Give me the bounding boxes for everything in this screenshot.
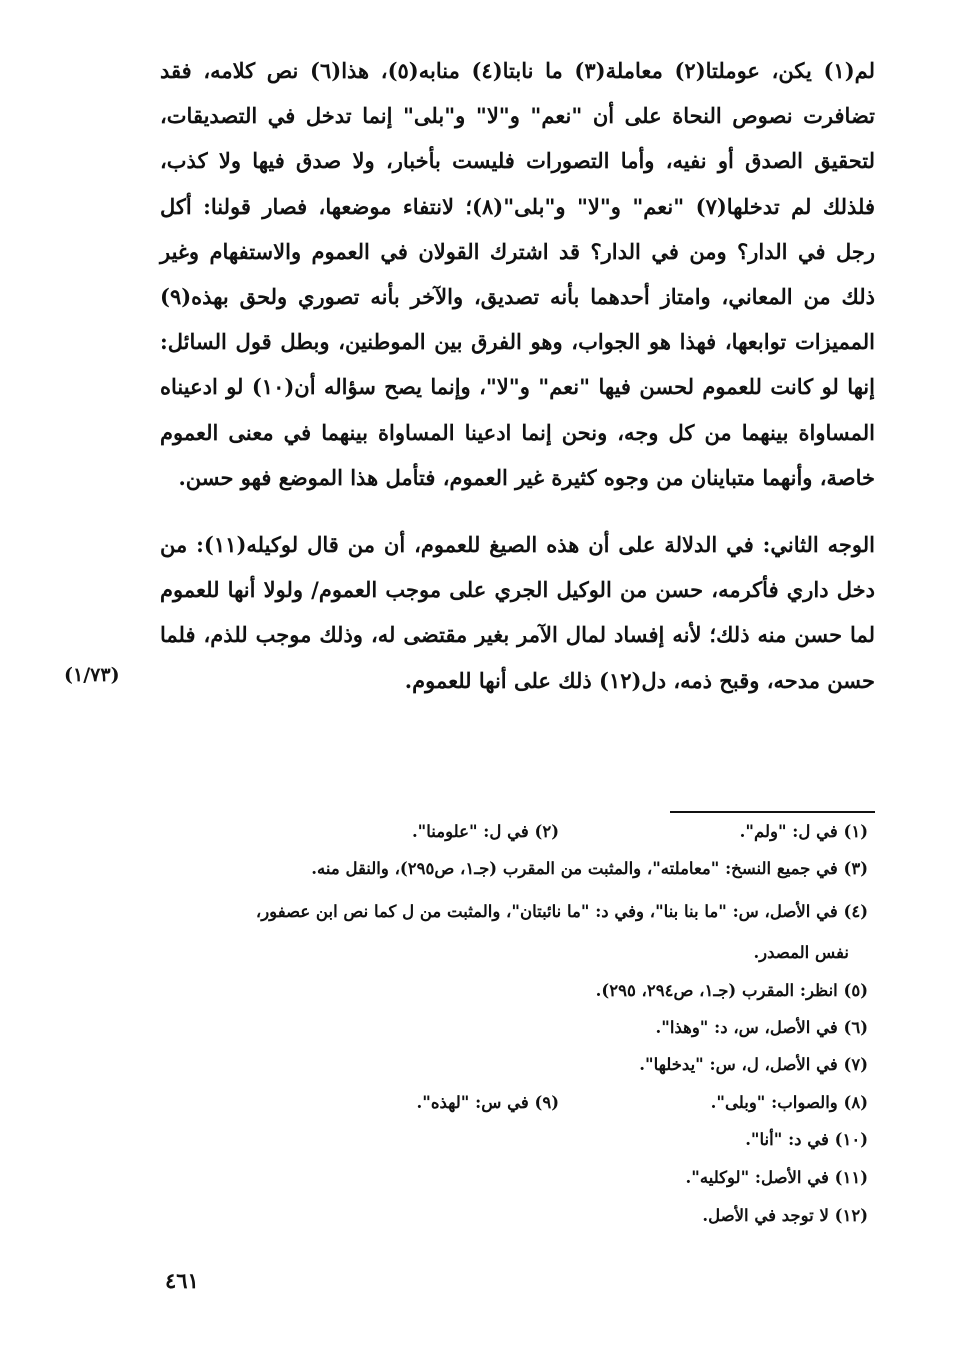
footnote-4-continued: نفس المصدر. bbox=[753, 943, 849, 962]
footnote-2: (٢) في ل: "علومنا". bbox=[411, 822, 559, 841]
page-number: ٤٦١ bbox=[165, 1268, 199, 1293]
footnote-6: (٦) في الأصل، س، د: "وهذا". bbox=[655, 1018, 868, 1037]
footnote-4: (٤) في الأصل، س: "ما بنا بنا"، وفي د: "ما نائبتان"، والمثبت من ل كما نص ابن عصفور، bbox=[255, 902, 868, 921]
footnote-9: (٩) في س: "لهذه". bbox=[416, 1093, 559, 1112]
paragraph-2: الوجه الثاني: في الدلالة على أن هذه الصيغ للعموم، أن من قال لوكيله(١١): من دخل داري فأكرمه، حسن من الوكيل الجري على موجب العموم/ ولولا أنها للعموم لما حسن منه ذلك؛ لأنه إفساد لمال الآمر بغير مقتضى له، وذلك موجب للذم، فلما حسن مدحه، وقبح ذمه، دل(١٢) ذلك على أنها للعموم. bbox=[160, 532, 875, 693]
footnote-11: (١١) في الأصل: "لوكليه". bbox=[685, 1168, 868, 1187]
footnote-7: (٧) في الأصل، ل، س: "يدخلها". bbox=[639, 1055, 868, 1074]
footnote-10: (١٠) في د: "أنا". bbox=[745, 1130, 868, 1149]
footnote-3: (٣) في جميع النسخ: "معاملته"، والمثبت من المقرب (جـ١، ص٢٩٥)، والنقل منه. bbox=[311, 859, 868, 878]
footnote-12: (١٢) لا توجد في الأصل. bbox=[702, 1206, 868, 1225]
main-text bbox=[160, 48, 875, 703]
margin-page-reference: (١/٧٣) bbox=[64, 664, 120, 686]
footnote-1: (١) في ل: "ولم". bbox=[739, 822, 868, 841]
footnote-5: (٥) انظر: المقرب (جـ١، ص٢٩٤، ٢٩٥). bbox=[595, 981, 868, 1000]
footnote-separator bbox=[670, 811, 875, 813]
footnote-8: (٨) والصواب: "وبلى". bbox=[710, 1093, 868, 1112]
paragraph-1: لم(١) يكن، عوملتا(٢) معاملة(٣) ما نابتا(٤) منابه(٥)، هذا(٦) نص كلامه، فقد تضافرت نصوص النحاة على أن "نعم" و"لا" و"بلى" إنما تدخل في التصديقات، لتحقيق الصدق أو نفيه، وأما التصورات فليست بأخبار، ولا صدق فيها ولا كذب، فلذلك لم تدخلها(٧) "نعم" و"لا" و"بلى"(٨)؛ لانتفاء موضعها، فصار قولنا: أكل رجل في الدار؟ ومن في الدار؟ قد اشترك القولان في العموم والاستفهام وغير ذلك من المعاني، وامتاز أحدهما بأنه تصديق، والآخر بأنه تصوري ولحق بهذه(٩) المميزات توابعها، فهذا هو الجواب، وهو الفرق بين الموطنين، وبطل قول السائل: إنها لو كانت للعموم لحسن فيها "نعم" و"لا"، وإنما يصح سؤاله أن(١٠) لو ادعيناه المساواة بينهما من كل وجه، ونحن إنما ادعينا المساواة بينهما في معنى العموم خاصة، وأنهما متباينان من وجوه كثيرة غير العموم، فتأمل هذا الموضع فهو حسن. bbox=[160, 58, 876, 490]
